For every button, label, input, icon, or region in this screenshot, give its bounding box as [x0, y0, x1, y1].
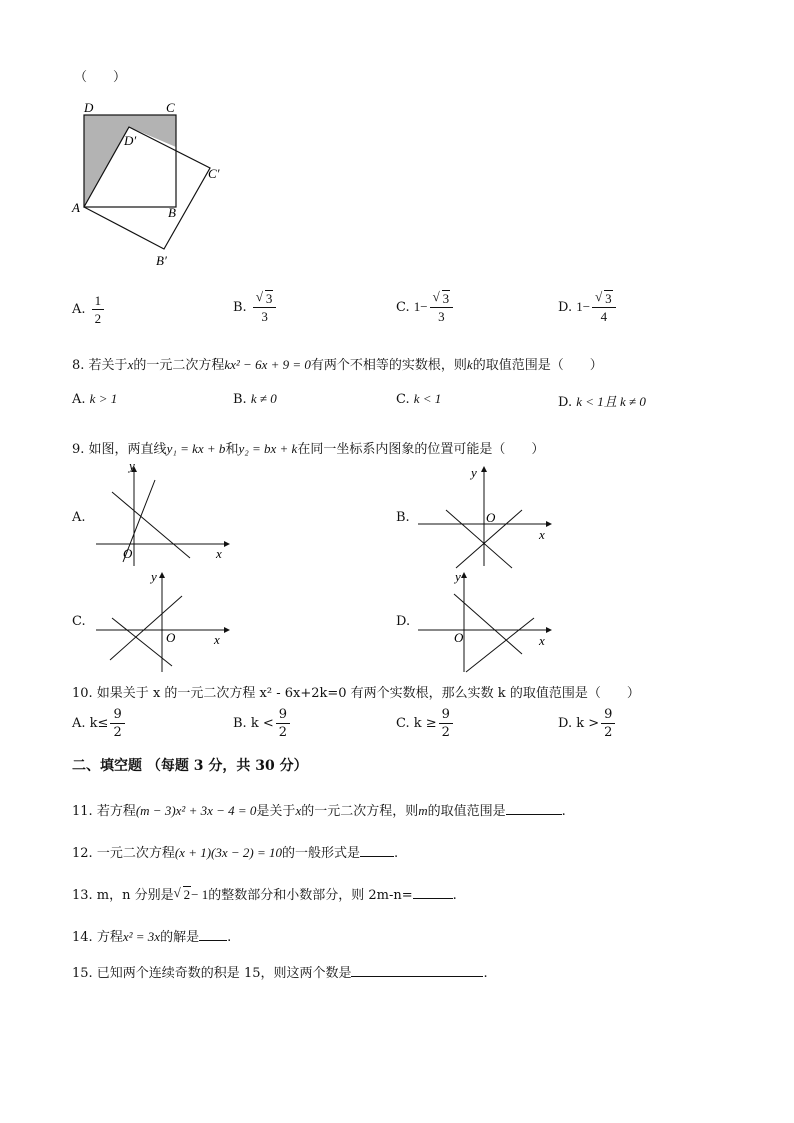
q9-graph-b — [414, 462, 554, 570]
answer-blank[interactable] — [506, 802, 562, 815]
fraction: $\frac{1}{2}$ — [92, 294, 105, 325]
q10-option-c: C. k ≥ $\frac{9}{2}$ — [396, 708, 455, 739]
fraction: $\frac{9}{2}$ — [439, 708, 453, 739]
q9-graph-d — [414, 568, 554, 676]
shaded-region — [84, 115, 176, 207]
label-B: B — [168, 205, 176, 220]
answer-blank[interactable] — [351, 964, 483, 977]
q9-option-d-label: D. — [396, 614, 411, 629]
q7-figure — [60, 95, 240, 275]
svg-text:x: x — [539, 527, 545, 542]
q11: 11. 若方程(m − 3)x² + 3x − 4 = 0是关于x的一元二次方程，则m的取值范围是 . — [72, 803, 566, 819]
answer-blank[interactable] — [360, 844, 394, 857]
q9-stem: 9. 如图，两直线y₁ = kx + b和y₂ = bx + k在同一坐标系内图象的位置可能是（ ） — [72, 441, 545, 457]
q8-option-b: B. k ≠ 0 — [233, 391, 277, 407]
label-A: A — [72, 200, 80, 215]
svg-text:O: O — [454, 630, 464, 645]
q14: 14. 方程x² = 3x的解是 . — [72, 929, 232, 945]
svg-text:y: y — [471, 465, 477, 480]
fraction: $\frac{9}{2}$ — [601, 708, 615, 739]
q7-option-a: A. $\frac{1}{2}$ — [72, 294, 106, 325]
q9-option-c-label: C. — [72, 614, 86, 629]
radical: √ 2 — [174, 887, 192, 903]
svg-text:x: x — [216, 546, 222, 561]
q9-graph-a — [90, 462, 230, 570]
q7-paren: （ ） — [74, 70, 127, 85]
svg-text:O: O — [123, 546, 133, 561]
label-D: D — [84, 100, 94, 115]
label-C-prime: C′ — [208, 166, 220, 181]
q8-stem: 8. 若关于x的一元二次方程kx² − 6x + 9 = 0有两个不相等的实数根，则k的取值范围是（ ） — [72, 357, 603, 373]
fraction: $\frac{9}{2}$ — [276, 708, 290, 739]
label-D-prime: D′ — [124, 133, 137, 148]
label-C: C — [166, 100, 175, 115]
q8-option-d: D. k < 1且 k ≠ 0 — [558, 394, 646, 410]
q7-option-d: D. 1− √ $\frac{3}{4}$ — [558, 292, 618, 323]
svg-text:O: O — [486, 510, 496, 525]
svg-text:O: O — [166, 630, 176, 645]
q13: 13. m，n 分别是√ 2− 1的整数部分和小数部分，则 2m-n= . — [72, 884, 457, 903]
q8-option-c: C. k < 1 — [396, 391, 442, 407]
q9-option-b-label: B. — [396, 510, 410, 525]
answer-blank[interactable] — [413, 886, 453, 899]
fraction: √ $\frac{3}{3}$ — [430, 292, 454, 323]
svg-text:x: x — [214, 632, 220, 647]
fraction: √ $\frac{3}{3}$ — [253, 292, 277, 323]
q15: 15. 已知两个连续奇数的积是 15，则这两个数是 . — [72, 966, 488, 981]
q10-option-b: B. k < $\frac{9}{2}$ — [233, 708, 292, 739]
svg-text:y: y — [129, 462, 135, 473]
q7-option-c: C. 1− √ $\frac{3}{3}$ — [396, 292, 455, 323]
q7-option-b: B. √ $\frac{3}{3}$ — [233, 292, 278, 323]
fraction: $\frac{9}{2}$ — [110, 708, 124, 739]
section-title: 二、填空题 （每题 3 分，共 30 分） — [72, 758, 308, 774]
q10-option-d: D. k > $\frac{9}{2}$ — [558, 708, 617, 739]
q8-option-a: A. k > 1 — [72, 391, 118, 407]
label-B-prime: B′ — [156, 253, 167, 268]
svg-text:x: x — [539, 633, 545, 648]
fraction: √ $\frac{3}{4}$ — [592, 292, 616, 323]
svg-text:y: y — [455, 569, 461, 584]
q12: 12. 一元二次方程(x + 1)(3x − 2) = 10的一般形式是 . — [72, 845, 399, 861]
q9-graph-c — [90, 568, 230, 676]
svg-text:y: y — [151, 569, 157, 584]
answer-blank[interactable] — [199, 928, 227, 941]
q10-option-a: A. k≤ $\frac{9}{2}$ — [72, 708, 127, 739]
q9-option-a-label: A. — [72, 510, 86, 525]
q10-stem: 10. 如果关于 x 的一元二次方程 x² - 6x+2k=0 有两个实数根，那么实数 k 的取值范围是（ ） — [72, 686, 640, 701]
